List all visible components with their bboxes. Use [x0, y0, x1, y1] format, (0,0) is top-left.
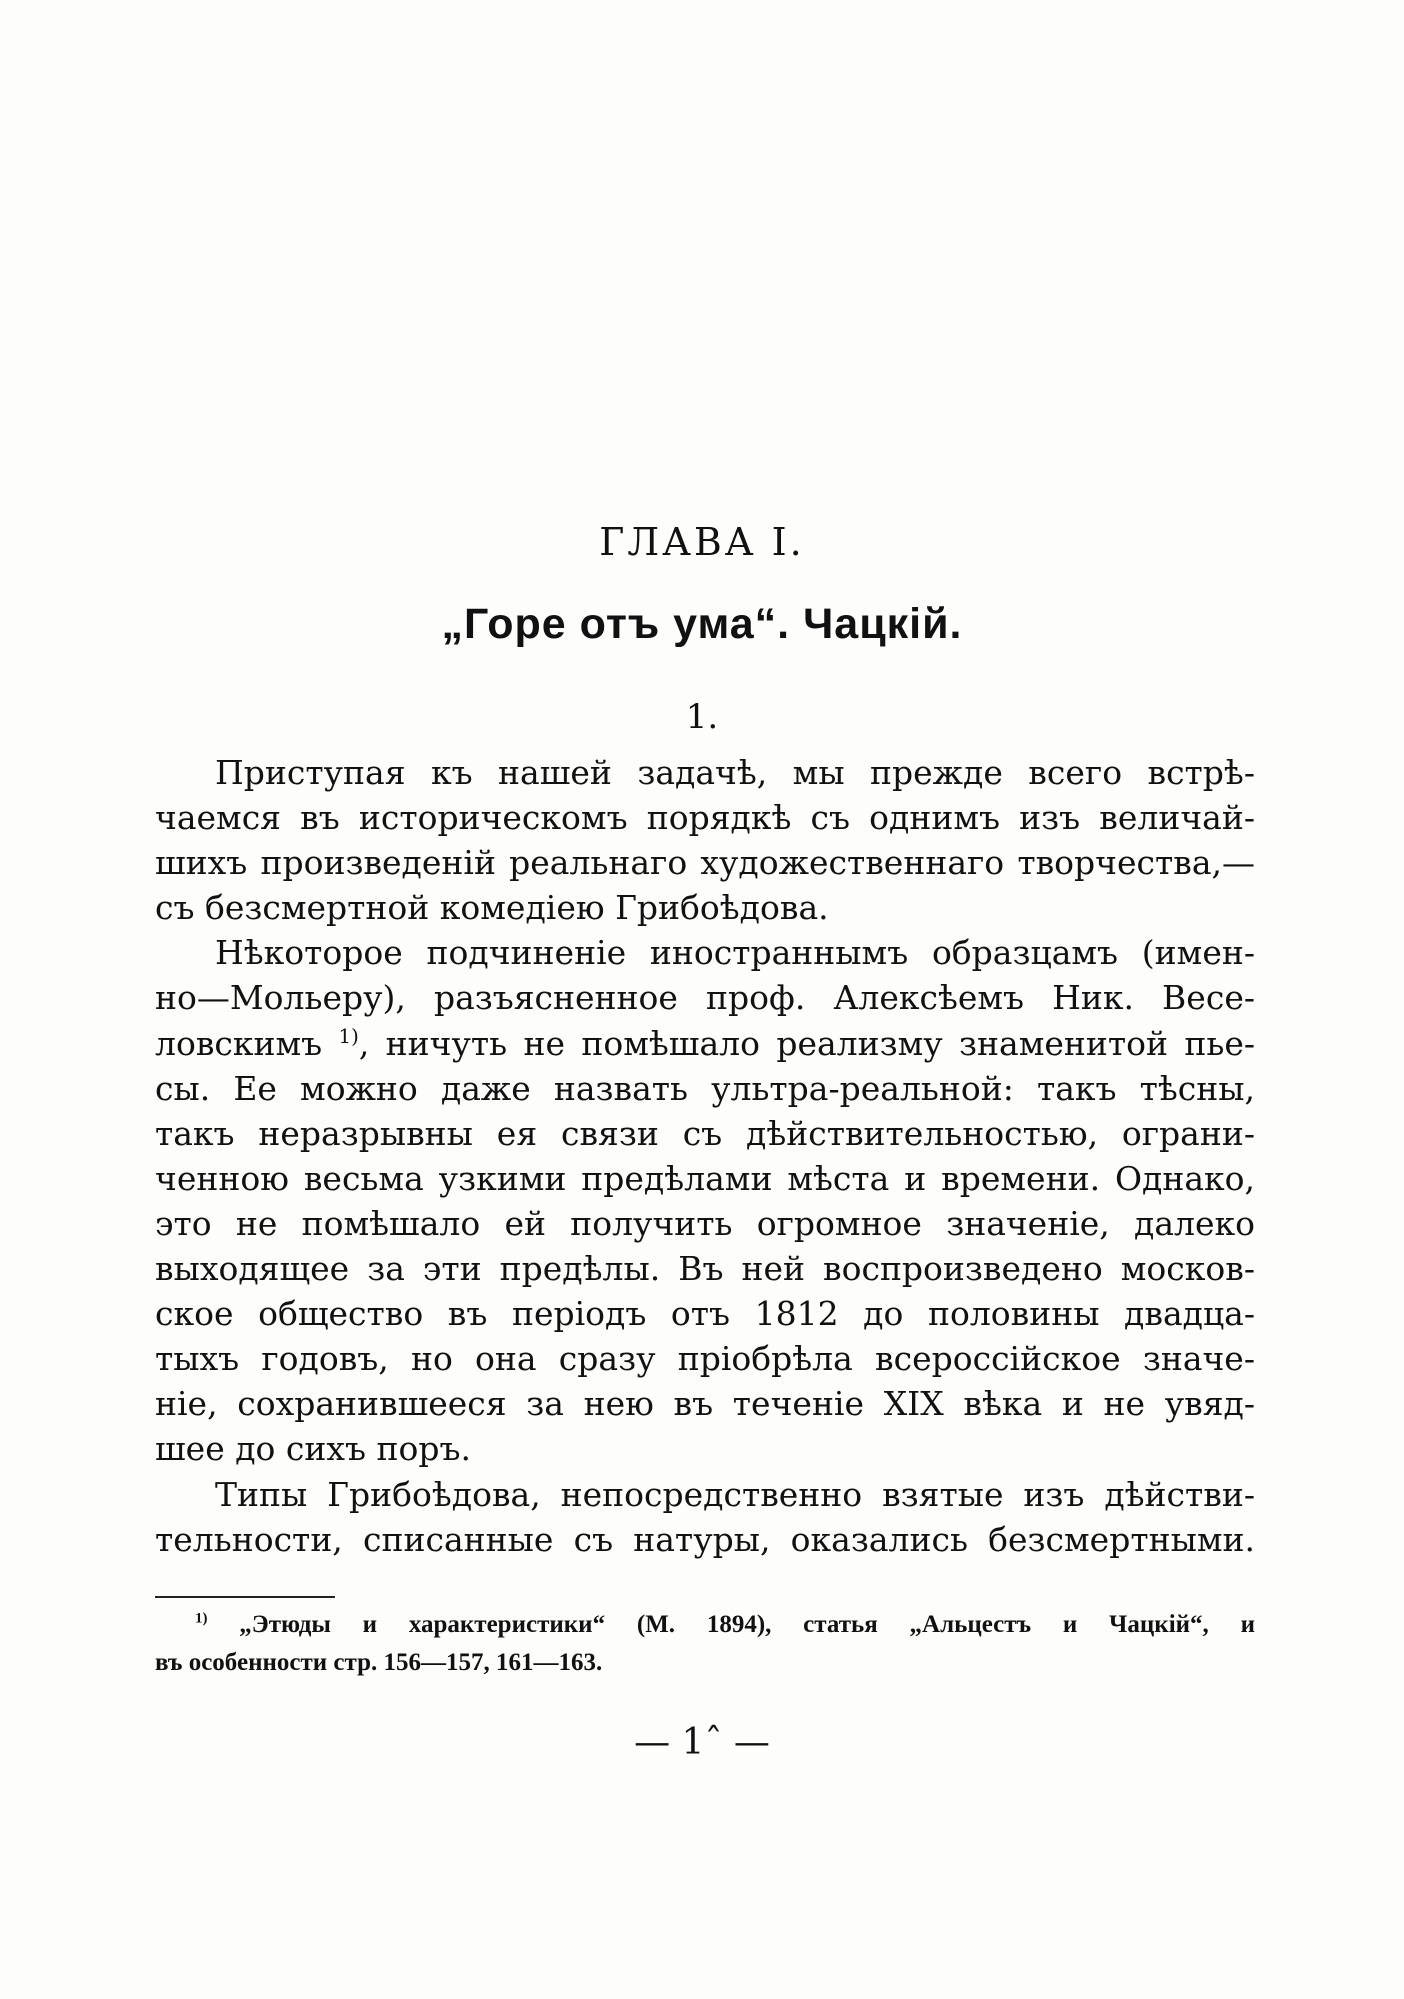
text-line: Приступая къ нашей задачѣ, мы прежде всего встрѣ-: [215, 753, 1255, 792]
text-line-with-note: [155, 1021, 1255, 1066]
page-number-dash: —: [634, 1722, 671, 1763]
text-line: Типы Грибоѣдова, непосредственно взятые изъ дѣйстви-: [215, 1474, 1255, 1514]
footnote-reference[interactable]: 1): [338, 1024, 359, 1048]
chapter-title: „Горе отъ ума“. Чацкій.: [441, 600, 963, 648]
text-line: но—Мольеру), разъясненное проф. Алексѣемъ Ник. Весе-: [155, 978, 1255, 1018]
text-line: съ безсмертной комедіею Грибоѣдова.: [155, 888, 829, 928]
text-line: сы. Ее можно даже назвать ультра-реальной: такъ тѣсны,: [155, 1068, 1255, 1108]
page-number-dash: —: [733, 1722, 770, 1763]
text-line: ское общество въ періодъ отъ 1812 до половины двадца-: [155, 1294, 1255, 1334]
text-line: чаемся въ историческомъ порядкѣ съ однимъ изъ величай-: [155, 798, 1255, 838]
text-line: выходящее за эти предѣлы. Въ ней воспроизведено москов-: [155, 1249, 1255, 1289]
text-line: такъ неразрывны ея связи съ дѣйствительностью, ограни-: [155, 1113, 1255, 1153]
text-line: тыхъ годовъ, но она сразу пріобрѣла всероссійское значе-: [155, 1339, 1255, 1379]
text-line: тельности, списанные съ натуры, оказались безсмертными.: [155, 1519, 1255, 1559]
footnote-mark: 1): [195, 1610, 208, 1627]
footnote-divider: [155, 1596, 335, 1598]
page-number-value: 1ˆ: [681, 1722, 723, 1763]
page-number: [0, 1722, 1404, 1763]
footnote-line: [155, 1606, 1255, 1644]
chapter-heading: ГЛАВА I.: [599, 520, 805, 564]
section-number: 1.: [685, 697, 719, 737]
body-text: [155, 750, 1255, 1562]
text-line: шихъ произведеній реальнаго художественнаго творчества,—: [155, 843, 1255, 883]
text-line: ченною весьма узкими предѣлами мѣста и времени. Однако,: [155, 1158, 1255, 1198]
text-line: ніе, сохранившееся за нею въ теченіе XIX вѣка и не увяд-: [155, 1384, 1255, 1424]
text-line: Нѣкоторое подчиненіе иностраннымъ образцамъ (имен-: [215, 933, 1255, 973]
footnote: [155, 1606, 1255, 1682]
text-fragment: , ничуть не помѣшало реализму знаменитой пье-: [358, 1023, 1255, 1063]
text-line: шее до сихъ поръ.: [155, 1429, 471, 1469]
footnote-line: въ особенности стр. 156—157, 161—163.: [155, 1649, 603, 1676]
text-fragment: ловскимъ: [155, 1023, 339, 1063]
text-line: это не помѣшало ей получить огромное значеніе, далеко: [155, 1203, 1255, 1243]
footnote-text: „Этюды и характеристики“ (М. 1894), статья „Альцестъ и Чацкій“, и: [207, 1611, 1255, 1638]
